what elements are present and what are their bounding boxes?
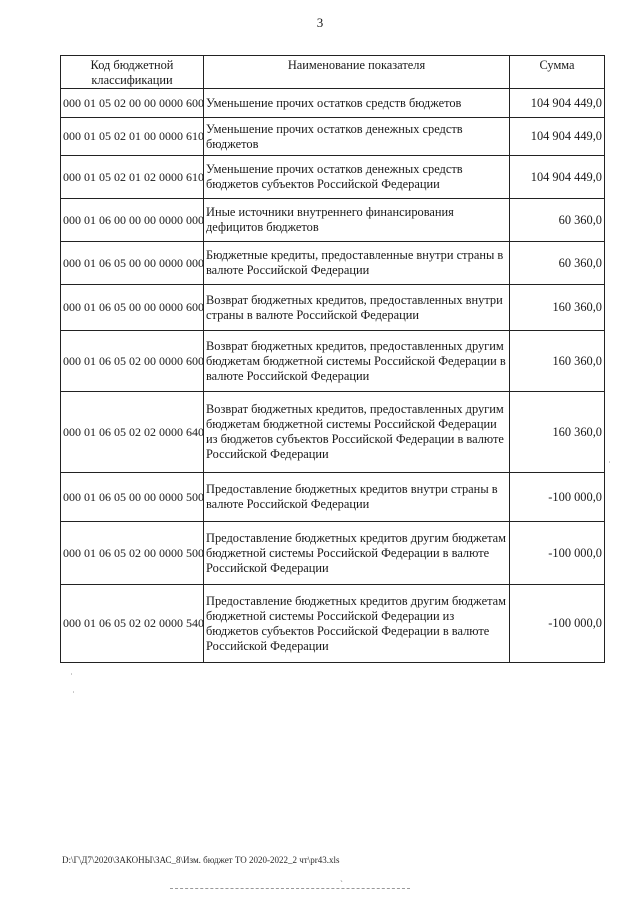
row-name: Бюджетные кредиты, предоставленные внутри страны в валюте Российской Федерации (204, 242, 510, 285)
row-code: 000 01 06 05 00 00 0000 000 (61, 242, 204, 285)
row-sum: 104 904 449,0 (510, 89, 605, 118)
row-code: 000 01 06 05 02 02 0000 640 (61, 392, 204, 473)
scan-artifact: ˙ (70, 672, 73, 682)
table-row (61, 89, 605, 118)
row-name: Уменьшение прочих остатков средств бюджетов (204, 89, 510, 118)
row-sum: 60 360,0 (510, 242, 605, 285)
row-sum: -100 000,0 (510, 585, 605, 663)
row-sum: 104 904 449,0 (510, 156, 605, 199)
budget-sources-table (60, 55, 605, 663)
table-row (61, 285, 605, 331)
row-code: 000 01 05 02 01 02 0000 610 (61, 156, 204, 199)
row-name: Предоставление бюджетных кредитов внутри страны в валюте Российской Федерации (204, 473, 510, 522)
row-code: 000 01 05 02 00 00 0000 600 (61, 89, 204, 118)
row-name: Уменьшение прочих остатков денежных средств бюджетов субъектов Российской Федерации (204, 156, 510, 199)
scan-artifact: ˙ (608, 460, 611, 470)
table-row (61, 585, 605, 663)
row-code: 000 01 05 02 01 00 0000 610 (61, 118, 204, 156)
page-number: 3 (316, 15, 324, 30)
table-row (61, 331, 605, 392)
row-sum: 60 360,0 (510, 199, 605, 242)
row-name: Иные источники внутреннего финансирования дефицитов бюджетов (204, 199, 510, 242)
row-code: 000 01 06 05 02 00 0000 500 (61, 522, 204, 585)
table-header-row (61, 56, 605, 89)
scan-artifact: ˙ (72, 690, 75, 700)
table-row (61, 199, 605, 242)
row-name: Возврат бюджетных кредитов, предоставленных другим бюджетам бюджетной системы Российской Федерации в валюте Российской Федерации (204, 331, 510, 392)
header-sum: Сумма (510, 56, 605, 89)
row-name: Предоставление бюджетных кредитов другим бюджетам бюджетной системы Российской Федерации в валюте Российской Федерации (204, 522, 510, 585)
header-name: Наименование показателя (204, 56, 510, 89)
row-code: 000 01 06 05 00 00 0000 600 (61, 285, 204, 331)
row-sum: -100 000,0 (510, 473, 605, 522)
table-row (61, 522, 605, 585)
row-code: 000 01 06 05 02 02 0000 540 (61, 585, 204, 663)
row-name: Возврат бюджетных кредитов, предоставленных другим бюджетам бюджетной системы Российской Федерации из бюджетов субъектов Российской Федерации в валюте Российской Федерации (204, 392, 510, 473)
row-name: Возврат бюджетных кредитов, предоставленных внутри страны в валюте Российской Федерации (204, 285, 510, 331)
row-sum: 160 360,0 (510, 285, 605, 331)
table-row (61, 392, 605, 473)
header-code: Код бюджетной классификации (61, 56, 204, 89)
row-sum: 104 904 449,0 (510, 118, 605, 156)
row-code: 000 01 06 05 00 00 0000 500 (61, 473, 204, 522)
row-code: 000 01 06 05 02 00 0000 600 (61, 331, 204, 392)
table-row (61, 473, 605, 522)
row-name: Уменьшение прочих остатков денежных средств бюджетов (204, 118, 510, 156)
row-sum: 160 360,0 (510, 331, 605, 392)
file-path-footer: D:\Г\Д7\2020\ЗАКОНЫ\ЗАС_8\Изм. бюджет ТО 2020-2022_2 чт\pr43.xls (62, 855, 340, 865)
table-row (61, 156, 605, 199)
row-sum: 160 360,0 (510, 392, 605, 473)
row-code: 000 01 06 00 00 00 0000 000 (61, 199, 204, 242)
row-name: Предоставление бюджетных кредитов другим бюджетам бюджетной системы Российской Федерации из бюджетов субъектов Российской Федерации в валюте Российской Федерации (204, 585, 510, 663)
scan-artifact: ˎ (340, 872, 343, 882)
table-row (61, 242, 605, 285)
row-sum: -100 000,0 (510, 522, 605, 585)
bottom-divider (170, 888, 410, 889)
table-row (61, 118, 605, 156)
